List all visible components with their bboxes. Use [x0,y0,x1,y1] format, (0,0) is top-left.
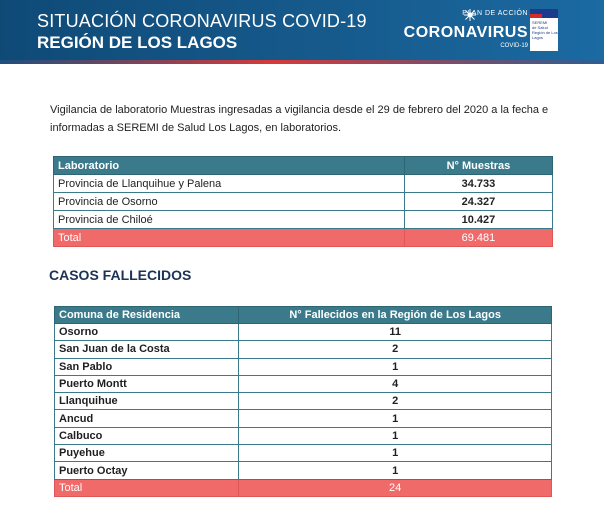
fallecidos-cell: 1 [239,445,552,462]
fallecidos-cell: 1 [239,358,552,375]
muestras-cell: 10.427 [404,211,552,229]
table-header-row [55,307,552,324]
plan-accion-logo [403,7,528,53]
table-row [54,193,553,211]
comuna-cell: Puerto Montt [55,375,239,392]
laboratorio-table [53,156,553,247]
table-row [55,375,552,392]
comuna-cell: San Pablo [55,358,239,375]
comuna-cell: Ancud [55,410,239,427]
total-label: Total [54,229,405,247]
comuna-cell: Calbuco [55,427,239,444]
comuna-cell: San Juan de la Costa [55,341,239,358]
plan-tiny-text: COVID-19 [500,43,528,49]
fallecidos-cell: 4 [239,375,552,392]
seremi-flag-red [530,14,542,18]
muestras-cell: 34.733 [404,175,552,193]
table-row [55,324,552,341]
table-row [55,341,552,358]
table-row [55,393,552,410]
section-title-fallecidos: CASOS FALLECIDOS [49,267,192,283]
fallecidos-cell: 11 [239,324,552,341]
comuna-cell: Osorno [55,324,239,341]
lab-cell: Provincia de Osorno [54,193,405,211]
total-value: 24 [239,479,552,496]
header-title-line1: SITUACIÓN CORONAVIRUS COVID-19 [37,11,367,31]
total-label: Total [55,479,239,496]
header-title-line2: REGIÓN DE LOS LAGOS [37,33,238,52]
muestras-cell: 24.327 [404,193,552,211]
table-header-row [54,157,553,175]
plan-small-text: PLAN DE ACCIÓN [462,10,528,17]
column-header-muestras: N° Muestras [404,157,552,175]
fallecidos-cell: 1 [239,462,552,479]
column-header-comuna: Comuna de Residencia [55,307,239,324]
comuna-cell: Llanquihue [55,393,239,410]
fallecidos-cell: 2 [239,341,552,358]
total-row [54,229,553,247]
intro-paragraph: Vigilancia de laboratorio Muestras ingresadas a vigilancia desde el 29 de febrero del 2020 a la fecha e informadas a SEREMI de Salud Los Lagos, en laboratorios. [50,104,549,134]
table-row [54,175,553,193]
seremi-text: SEREMI de Salud Región de Los Lagos [532,20,558,40]
table-row [54,211,553,229]
column-header-laboratorio: Laboratorio [54,157,405,175]
fallecidos-cell: 1 [239,410,552,427]
seremi-flag-blue-2 [542,14,558,18]
column-header-fallecidos: N° Fallecidos en la Región de Los Lagos [239,307,552,324]
banner-stripe [0,60,604,64]
header-banner [0,0,604,60]
lab-cell: Provincia de Llanquihue y Palena [54,175,405,193]
fallecidos-cell: 2 [239,393,552,410]
table-row [55,410,552,427]
total-value: 69.481 [404,229,552,247]
seremi-logo [530,9,558,51]
table-row [55,462,552,479]
total-row [55,479,552,496]
comuna-cell: Puyehue [55,445,239,462]
fallecidos-table [54,306,552,497]
comuna-cell: Puerto Octay [55,462,239,479]
table-row [55,358,552,375]
lab-cell: Provincia de Chiloé [54,211,405,229]
table-row [55,427,552,444]
plan-big-text: CORONAVIRUS [403,24,528,41]
table-row [55,445,552,462]
fallecidos-cell: 1 [239,427,552,444]
